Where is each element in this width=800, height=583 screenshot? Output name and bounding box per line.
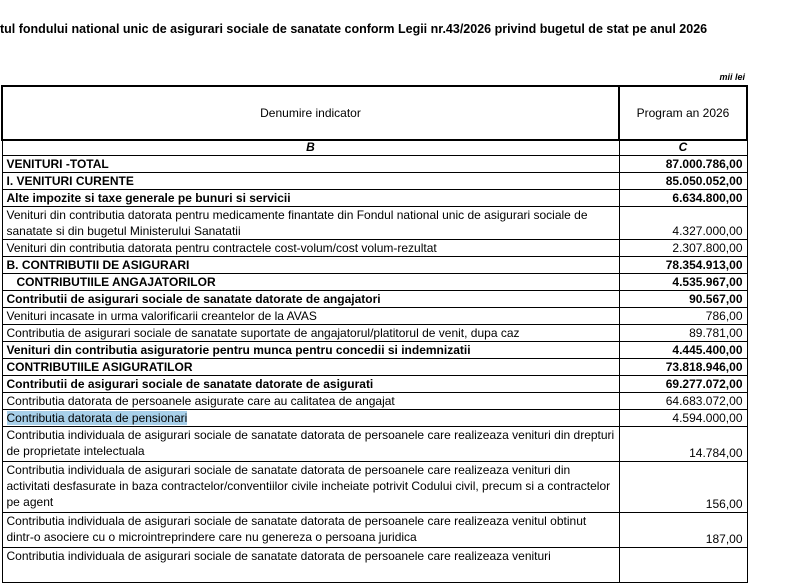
table-row — [2, 308, 747, 325]
row-label: Contributia individuala de asigurari sociale de sanatate datorata de persoanele care realizeaza venituri — [2, 548, 619, 583]
row-label: Contributii de asigurari sociale de sanatate datorate de angajatori — [2, 291, 619, 308]
table-row — [2, 462, 747, 513]
table-subheader-row — [2, 140, 747, 156]
row-value: 4.594.000,00 — [619, 410, 747, 427]
row-value: 4.535.967,00 — [619, 274, 747, 291]
row-value — [619, 548, 747, 583]
row-value: 4.327.000,00 — [619, 207, 747, 240]
row-value: 78.354.913,00 — [619, 257, 747, 274]
row-label: Venituri incasate in urma valorificarii creantelor de la AVAS — [2, 308, 619, 325]
row-label-cell[interactable] — [2, 410, 619, 427]
table-row — [2, 291, 747, 308]
row-value: 89.781,00 — [619, 325, 747, 342]
row-label: VENITURI -TOTAL — [2, 156, 619, 173]
row-label: Contributia individuala de asigurari sociale de sanatate datorata de persoanele care realizeaza venituri din drepturi de proprietate intelectuala — [2, 427, 619, 462]
subheader-b: B — [2, 140, 619, 156]
row-value: 187,00 — [619, 513, 747, 548]
table-row — [2, 548, 747, 583]
table-row — [2, 393, 747, 410]
table-row — [2, 190, 747, 207]
row-label: Contributia individuala de asigurari sociale de sanatate datorata de persoanele care realizeaza venitul obtinut dintr-o asociere cu o microintreprindere care nu genereza o persoana juridica — [2, 513, 619, 548]
unit-label: mii lei — [719, 72, 745, 82]
row-value: 90.567,00 — [619, 291, 747, 308]
row-label: CONTRIBUTIILE ASIGURATILOR — [2, 359, 619, 376]
selected-text-highlight[interactable]: Contributia datorata de pensionari — [6, 411, 188, 425]
table-row — [2, 325, 747, 342]
row-label: Alte impozite si taxe generale pe bunuri si servicii — [2, 190, 619, 207]
budget-table — [1, 85, 748, 583]
header-indicator: Denumire indicator — [2, 86, 619, 140]
table-row — [2, 156, 747, 173]
row-value: 73.818.946,00 — [619, 359, 747, 376]
document-title: tul fondului national unic de asigurari sociale de sanatate conform Legii nr.43/2026 privind bugetul de stat pe anul 2026 — [0, 22, 708, 36]
row-label: Venituri din contributia datorata pentru contractele cost-volum/cost volum-rezultat — [2, 240, 619, 257]
row-value: 85.050.052,00 — [619, 173, 747, 190]
table-row — [2, 257, 747, 274]
row-value: 4.445.400,00 — [619, 342, 747, 359]
row-label: B. CONTRIBUTII DE ASIGURARI — [2, 257, 619, 274]
row-value: 786,00 — [619, 308, 747, 325]
row-label: Venituri din contributia datorata pentru medicamente finantate din Fondul national unic de asigurari sociale de sanatate si din bugetul Ministerului Sanatatii — [2, 207, 619, 240]
table-row[interactable] — [2, 410, 747, 427]
row-value: 2.307.800,00 — [619, 240, 747, 257]
row-label: CONTRIBUTIILE ANGAJATORILOR — [2, 274, 619, 291]
table-row — [2, 207, 747, 240]
row-label: I. VENITURI CURENTE — [2, 173, 619, 190]
row-label: Contributia de asigurari sociale de sanatate suportate de angajatorul/platitorul de venit, dupa caz — [2, 325, 619, 342]
row-label: Contributia individuala de asigurari sociale de sanatate datorata de persoanele care realizeaza venituri din activitati desfasurate in baza contractelor/conventiilor civile incheiate potrivit Codului civil, precum si a contractelor pe agent — [2, 462, 619, 513]
table-row — [2, 427, 747, 462]
table-row — [2, 342, 747, 359]
table-row — [2, 173, 747, 190]
row-label: Venituri din contributia asiguratorie pentru munca pentru concedii si indemnizatii — [2, 342, 619, 359]
row-value: 14.784,00 — [619, 427, 747, 462]
table-row — [2, 359, 747, 376]
table-row — [2, 376, 747, 393]
row-value: 64.683.072,00 — [619, 393, 747, 410]
subheader-c: C — [619, 140, 747, 156]
row-label: Contributia datorata de persoanele asigurate care au calitatea de angajat — [2, 393, 619, 410]
table-row — [2, 240, 747, 257]
table-row — [2, 513, 747, 548]
row-value: 6.634.800,00 — [619, 190, 747, 207]
table-header-row — [2, 86, 747, 140]
row-label: Contributii de asigurari sociale de sanatate datorate de asigurati — [2, 376, 619, 393]
row-value: 156,00 — [619, 462, 747, 513]
header-program: Program an 2026 — [619, 86, 747, 140]
row-value: 87.000.786,00 — [619, 156, 747, 173]
table-row — [2, 274, 747, 291]
row-value: 69.277.072,00 — [619, 376, 747, 393]
